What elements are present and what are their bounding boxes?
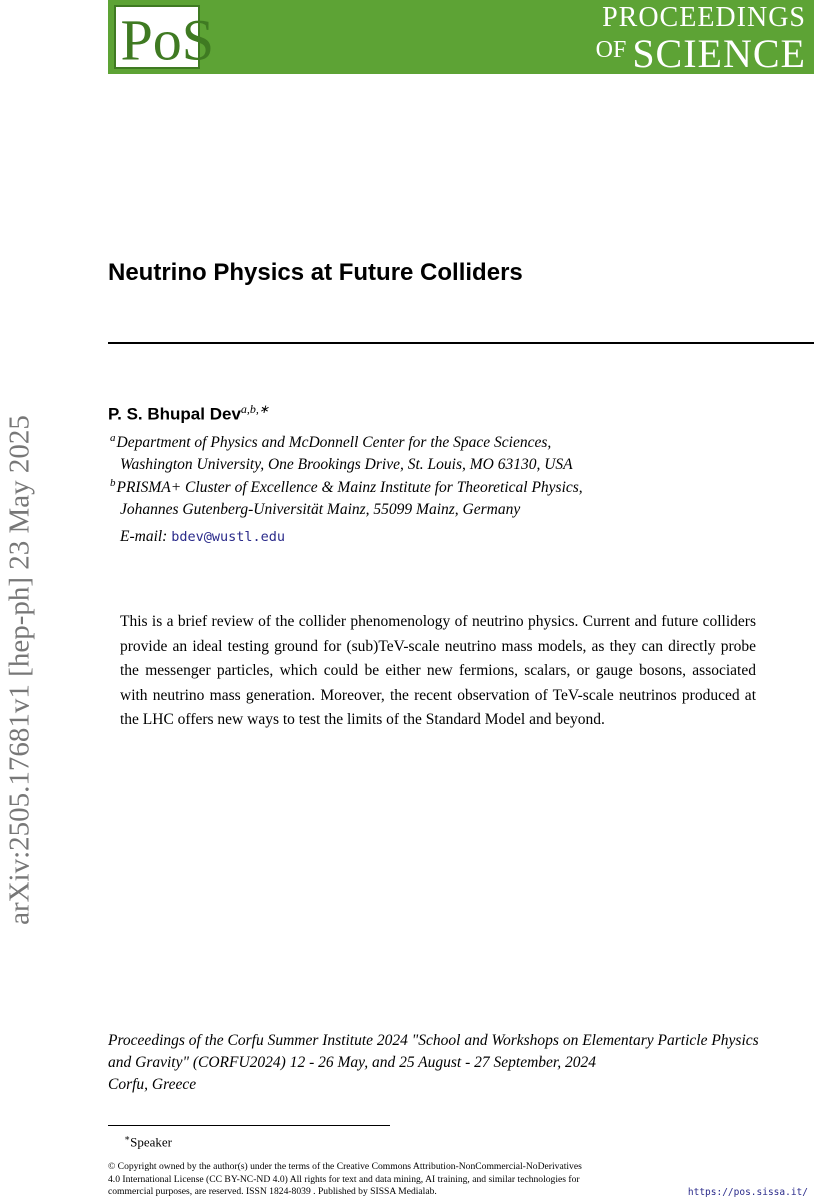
author-marks: a,b,∗ [240, 402, 269, 416]
proceedings-info [108, 1030, 808, 1096]
email-label: E-mail: [120, 528, 168, 545]
footnote-speaker [124, 1129, 172, 1151]
abstract [120, 610, 756, 733]
proceedings-line: Corfu, Greece [108, 1076, 197, 1093]
affiliation-line: PRISMA+ Cluster of Excellence & Mainz Institute for Theoretical Physics, [116, 479, 583, 497]
svg-text:PoS: PoS [120, 7, 215, 73]
brand-of-science [596, 30, 806, 83]
brand-proceedings: PROCEEDINGS [602, 2, 806, 33]
footnote-text: Speaker [130, 1134, 172, 1150]
footnote-divider [108, 1125, 390, 1126]
pos-url-link[interactable]: https://pos.sissa.it/ [687, 1187, 808, 1198]
proceedings-line: Proceedings of the Corfu Summer Institute 2024 "School and Workshops on Elementary Particle Physics [108, 1032, 759, 1049]
footnote-mark: ∗ [124, 1133, 131, 1143]
email-link[interactable]: bdev@wustl.edu [171, 529, 286, 545]
brand-science: SCIENCE [632, 31, 806, 76]
paper-title: Neutrino Physics at Future Colliders [108, 259, 523, 286]
abstract-text: This is a brief review of the collider phenomenology of neutrino physics. Current and future colliders provide an ideal testing ground for (sub)TeV-scale neutrino mass models, as they can directly probe the messenger particles, which could be either new fermions, scalars, or gauge bosons, associated with neutrino mass generation. Moreover, the recent observation of TeV-scale neutrinos produced at the LHC offers new ways to test the limits of the Standard Model and beyond. [120, 613, 756, 728]
affiliation-line: Johannes Gutenberg-Universität Mainz, 55099 Mainz, Germany [120, 501, 521, 519]
affiliation-line: Washington University, One Brookings Drive, St. Louis, MO 63130, USA [120, 456, 573, 474]
brand-of: OF [595, 37, 627, 63]
copyright-line: © Copyright owned by the author(s) under the terms of the Creative Commons Attribution-NonCommercial-NoDerivatives [108, 1161, 582, 1172]
email-block [120, 526, 285, 548]
affiliation-mark: b [110, 477, 116, 489]
affiliation-b [110, 472, 583, 521]
affiliation-a [110, 427, 573, 476]
pos-logo [114, 5, 215, 73]
author [108, 398, 269, 426]
affiliation-mark: a [110, 432, 116, 444]
affiliation-line: Department of Physics and McDonnell Center for the Space Sciences, [116, 434, 552, 452]
pos-logo-icon [116, 7, 215, 73]
author-name: P. S. Bhupal Dev [108, 404, 241, 424]
copyright-line: commercial purposes, are reserved. ISSN 1824-8039 . Published by SISSA Medialab. [108, 1186, 437, 1198]
arxiv-stamp-text: arXiv:2505.17681v1 [hep-ph] 23 May 2025 [3, 415, 36, 925]
proceedings-line: and Gravity" (CORFU2024) 12 - 26 May, and 25 August - 27 September, 2024 [108, 1054, 596, 1071]
arxiv-stamp [0, 360, 40, 980]
copyright-line: 4.0 International License (CC BY-NC-ND 4.0) All rights for text and data mining, AI training, and similar technologies for [108, 1173, 580, 1185]
title-divider [108, 342, 814, 344]
copyright-notice [108, 1161, 628, 1199]
